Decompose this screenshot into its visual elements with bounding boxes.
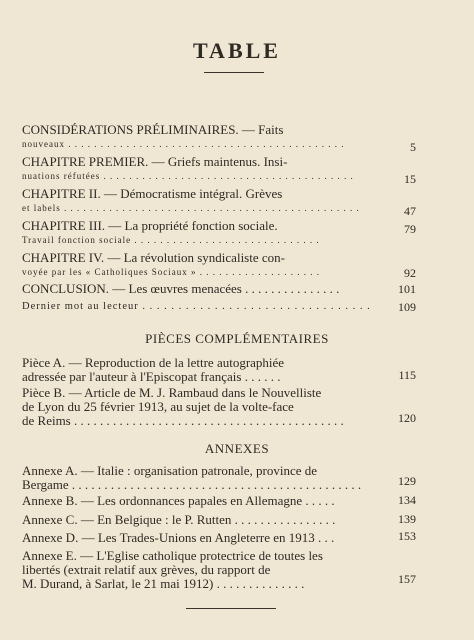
- bottom-divider: [186, 608, 276, 609]
- page-title: TABLE: [193, 38, 281, 63]
- toc-entry-line: Dernier mot au lecteur . . . . . . . . . . . . . . . . . . . . . . . . . . . . . . . .: [22, 301, 371, 312]
- toc-entry-line: nuations réfutées . . . . . . . . . . . . . . . . . . . . . . . . . . . . . . . . . . . . . . .: [22, 171, 354, 181]
- toc-entry-dernier-mot: [22, 300, 422, 314]
- toc-entry-line: Annexe A. — Italie : organisation patronale, province de: [22, 464, 318, 478]
- toc-entry-line: Bergame . . . . . . . . . . . . . . . . . . . . . . . . . . . . . . . . . . . . . . . . . . . . .: [22, 478, 362, 492]
- toc-page-number: 79: [404, 222, 416, 236]
- section-heading-annexes: ANNEXES: [204, 441, 270, 456]
- toc-page-number: 5: [410, 140, 416, 154]
- toc-entry-line: M. Durand, à Sarlat, le 21 mai 1912) . . . . . . . . . . . . . .: [22, 577, 305, 591]
- toc-entry-conclusion: [22, 282, 422, 296]
- toc-page-number: 115: [398, 368, 416, 382]
- toc-entry-line: de Reims . . . . . . . . . . . . . . . . . . . . . . . . . . . . . . . . . . . . . . . . . .: [22, 414, 344, 428]
- toc-entry-line: Travail fonction sociale . . . . . . . . . . . . . . . . . . . . . . . . . . . . .: [22, 235, 320, 245]
- toc-entry-line: Annexe D. — Les Trades-Unions en Angleterre en 1913 . . .: [22, 531, 335, 545]
- title-divider: [204, 72, 264, 73]
- toc-entry-annexe-e: [22, 549, 422, 591]
- toc-entry-piece-b: [22, 386, 422, 428]
- toc-entry-annexe-a: [22, 464, 422, 492]
- toc-entry-annexe-d: [22, 531, 422, 545]
- toc-entry-line: de Lyon du 25 février 1913, au sujet de la volte-face: [22, 400, 294, 414]
- toc-page-number: 109: [398, 300, 416, 314]
- toc-entry-line: Annexe E. — L'Eglise catholique protectrice de toutes les: [22, 549, 323, 563]
- toc-entry-line: CONSIDÉRATIONS PRÉLIMINAIRES. — Faits: [22, 123, 284, 137]
- toc-entry-line: libertés (extrait relatif aux grèves, du rapport de: [22, 563, 271, 577]
- toc-entry-line: CHAPITRE IV. — La révolution syndicaliste con-: [22, 251, 285, 265]
- toc-entry-line: CONCLUSION. — Les œuvres menacées . . . . . . . . . . . . . . .: [22, 282, 340, 296]
- toc-page-number: 92: [404, 266, 416, 280]
- toc-entry-line: nouveaux . . . . . . . . . . . . . . . . . . . . . . . . . . . . . . . . . . . . . . . . . . .: [22, 139, 345, 149]
- toc-entry-line: Pièce B. — Article de M. J. Rambaud dans le Nouvelliste: [22, 386, 322, 400]
- toc-entry-line: et labels . . . . . . . . . . . . . . . . . . . . . . . . . . . . . . . . . . . . . . . . . . . . . .: [22, 203, 360, 213]
- toc-entry-line: adressée par l'auteur à l'Episcopat français . . . . . .: [22, 370, 281, 384]
- toc-page-number: 157: [398, 572, 416, 586]
- toc-entry-piece-a: [22, 356, 422, 384]
- section-heading-pieces: PIÈCES COMPLÉMENTAIRES: [145, 331, 329, 346]
- toc-entry-line: Pièce A. — Reproduction de la lettre autographiée: [22, 356, 285, 370]
- toc-page-number: 15: [404, 172, 416, 186]
- toc-entry-line: CHAPITRE III. — La propriété fonction sociale.: [22, 219, 278, 233]
- toc-page-number: 47: [404, 204, 416, 218]
- toc-entry-line: Annexe C. — En Belgique : le P. Rutten . . . . . . . . . . . . . . . .: [22, 513, 336, 527]
- toc-page-number: 153: [398, 529, 416, 543]
- toc-page-number: 139: [398, 512, 416, 526]
- toc-entry-chapitre-3: [22, 219, 422, 247]
- toc-page-number: 120: [398, 411, 416, 425]
- toc-entry-chapitre-4: [22, 251, 422, 279]
- toc-entry-considerations: [22, 123, 422, 151]
- toc-page-number: 134: [398, 493, 416, 507]
- toc-entry-annexe-b: [22, 494, 422, 508]
- toc-page-number: 129: [398, 474, 416, 488]
- toc-entry-line: CHAPITRE II. — Démocratisme intégral. Grèves: [22, 187, 283, 201]
- toc-entry-line: Annexe B. — Les ordonnances papales en Allemagne . . . . .: [22, 494, 335, 508]
- toc-entry-chapitre-1: [22, 155, 422, 183]
- toc-page-number: 101: [398, 282, 416, 296]
- toc-entry-annexe-c: [22, 513, 422, 527]
- toc-entry-line: CHAPITRE PREMIER. — Griefs maintenus. Insi-: [22, 155, 288, 169]
- toc-entry-chapitre-2: [22, 187, 422, 215]
- toc-entry-line: voyée par les « Catholiques Sociaux » . . . . . . . . . . . . . . . . . . .: [22, 267, 320, 277]
